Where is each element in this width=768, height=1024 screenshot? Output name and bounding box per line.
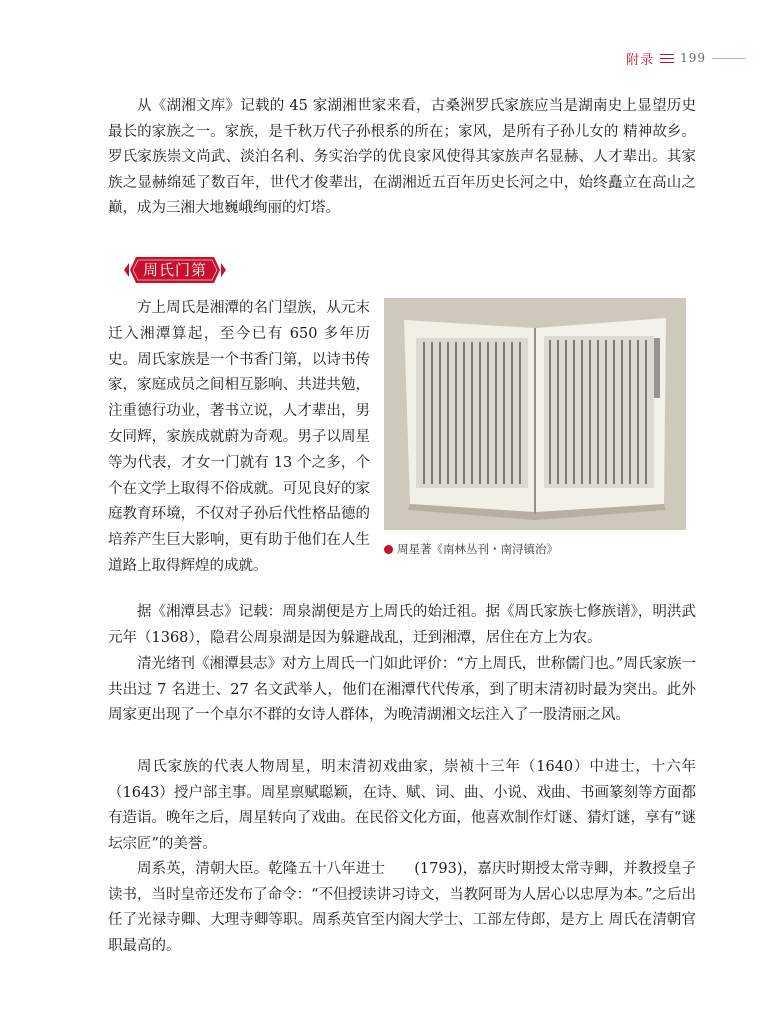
body-paragraph: 周系英，清朝大臣。乾隆五十八年进士 (1793)，嘉庆时期授太常寺卿，并教授皇子读书，当时皇帝还发布了命令：“不但授读讲习诗文，当教阿哥为人居心以忠厚为本。”之后出任了光禄寺卿、大理寺卿等职。周系英官至内阁大学士、工部左侍郎，是方上 周氏在清朝官职最高的。 [108,861,696,954]
section-heading [124,255,226,285]
caption-text: 周星著《南林丛刊・南浔镇治》 [397,542,558,556]
photo-caption [384,540,684,558]
open-book-icon [384,298,686,530]
page-number: 199 [680,51,706,65]
body-paragraph: 周氏家族的代表人物周星，明末清初戏曲家，崇祯十三年（1640）中进士，十六年（1643）授户部主事。周星禀赋聪颖，在诗、赋、词、曲、小说、戏曲、书画篆刻等方面都有造诣。晚年之后，周星转向了戏曲。在民俗文化方面，他喜欢制作灯谜、猜灯谜，享有“谜坛宗匠”的美誉。 [108,759,696,852]
page-header [560,48,746,68]
header-rule [712,58,746,59]
caption-bullet-icon [384,545,393,554]
body-paragraph: 据《湘潭县志》记载：周泉湖便是方上周氏的始迁祖。据《周氏家族七修族谱》，明洪武元年（1368），隐君公周泉湖是因为躲避战乱，迁到湘潭，居住在方上为农。 [108,604,696,646]
section-heading-text: 周氏门第 [142,261,207,279]
body-paragraph: 方上周氏是湘潭的名门望族，从元末迁入湘潭算起，至今已有 650 多年历史。周氏家族是一个书香门第，以诗书传家，家庭成员之间相互影响、共进共勉，注重德行功业，著书立说，人才辈出，男女同辉，家族成就蔚为奇观。男子以周星等为代表，才女一门就有 13 个之多，个个在文学上取得不俗成就。可见良好的家庭教育环境，不仅对子孙后代性格品德的培养产生巨大影响，更有助于他们在人生道路上取得辉煌的成就。 [108,300,370,574]
body-paragraph: 清光绪刊《湘潭县志》对方上周氏一门如此评价：“方上周氏，世称儒门也。”周氏家族一共出过 7 名进士、27 名文武举人，他们在湘潭代代传承，到了明末清初时最为突出。此外周家更出现了一个卓尔不群的女诗人群体，为晚清湖湘文坛注入了一股清丽之风。 [108,656,696,723]
section-label: 附录 [626,52,655,68]
book-photo [384,298,686,530]
intro-paragraph: 从《湖湘文库》记载的 45 家湖湘世家来看，古桑洲罗氏家族应当是湖南史上显望历史最长的家族之一。家族，是千秋万代子孙根系的所在；家风，是所有子孙儿女的 精神故乡。罗氏家族崇文尚武、淡泊名利、务实治学的优良家风使得其家族声名显赫、人才辈出。其家族之显赫绵延了数百年，世代才俊辈出，在湖湘近五百年历史长河之中，始终矗立在高山之巅，成为三湘大地巍峨绚丽的灯塔。 [108,98,696,216]
header-divider-icon [660,51,674,66]
